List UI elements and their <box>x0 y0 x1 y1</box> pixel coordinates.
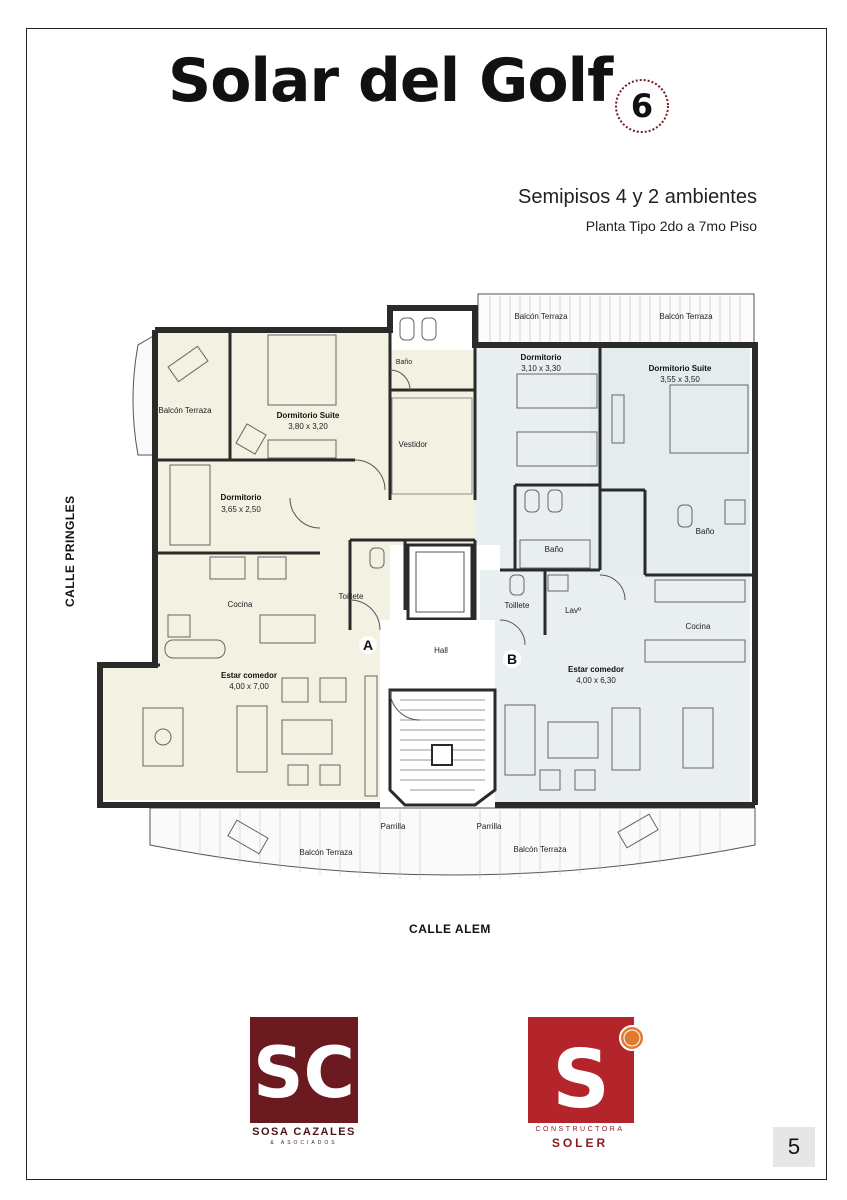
label-bano-a: Baño <box>395 359 413 366</box>
page-number: 5 <box>773 1127 815 1167</box>
label-dorm-suite-a-dims: 3,80 x 3,20 <box>288 422 328 431</box>
balcony-side-left <box>133 335 155 455</box>
label-estar-b-dims: 4,00 x 6,30 <box>576 676 616 685</box>
label-lavadero-b: Lavº <box>565 606 581 615</box>
label-dorm-suite-b-dims: 3,55 x 3,50 <box>660 375 700 384</box>
label-cocina-b: Cocina <box>685 622 711 631</box>
page-title: Solar del Golf <box>168 46 613 116</box>
label-dorm-suite-b: Dormitorio Suite <box>648 364 712 373</box>
hall-fill <box>380 620 495 690</box>
svg-text:SC: SC <box>253 1032 355 1114</box>
label-bano-b-shared: Baño <box>544 545 564 554</box>
label-estar-a-dims: 4,00 x 7,00 <box>229 682 269 691</box>
label-balcon-side: Balcón Terraza <box>158 406 212 415</box>
sosa-cazales-logo <box>250 1017 358 1123</box>
soler-logo-name: SOLER <box>551 1136 609 1150</box>
sc-logo-name: SOSA CAZALES <box>252 1126 356 1138</box>
label-estar-a: Estar comedor <box>220 671 278 680</box>
label-parrilla-a: Parrilla <box>380 822 406 831</box>
label-balcon-bottom-b: Balcón Terraza <box>513 845 567 854</box>
label-dorm-a: Dormitorio <box>220 493 262 502</box>
label-bano-b-suite: Baño <box>695 527 715 536</box>
soler-seal-icon <box>618 1024 646 1052</box>
soler-logo-sub: CONSTRUCTORA <box>535 1126 625 1133</box>
label-parrilla-b: Parrilla <box>476 822 502 831</box>
street-label-left: CALLE PRINGLES <box>63 495 77 607</box>
plan-subtitle: Semipisos 4 y 2 ambientes <box>517 186 757 208</box>
sc-monogram-icon <box>250 1017 358 1123</box>
label-toillete-b: Toillete <box>504 601 530 610</box>
unit-b-marker: B <box>506 651 518 667</box>
label-dorm-b-dims: 3,10 x 3,30 <box>521 364 561 373</box>
label-balcon-top-1: Balcón Terraza <box>514 312 568 321</box>
badge-number: 6 <box>630 87 654 125</box>
label-balcon-bottom-a: Balcón Terraza <box>299 848 353 857</box>
floor-note: Planta Tipo 2do a 7mo Piso <box>585 218 757 234</box>
svg-text:S: S <box>552 1033 610 1123</box>
elevator-shaft <box>408 545 472 619</box>
label-estar-b: Estar comedor <box>567 665 625 674</box>
label-hall: Hall <box>434 646 448 655</box>
balcony-bottom <box>150 808 755 875</box>
label-dorm-a-dims: 3,65 x 2,50 <box>221 505 261 514</box>
label-balcon-top-2: Balcón Terraza <box>659 312 713 321</box>
unit-a-marker: A <box>362 637 374 653</box>
label-dorm-suite-a: Dormitorio Suite <box>276 411 340 420</box>
street-label-bottom: CALLE ALEM <box>409 922 491 936</box>
stair-core <box>432 745 452 765</box>
label-vestidor: Vestidor <box>398 440 428 449</box>
label-dorm-b: Dormitorio <box>520 353 562 362</box>
sc-logo-sub: & ASOCIADOS <box>270 1140 338 1146</box>
label-cocina-a: Cocina <box>227 600 253 609</box>
label-toillete-a: Toillete <box>338 592 364 601</box>
